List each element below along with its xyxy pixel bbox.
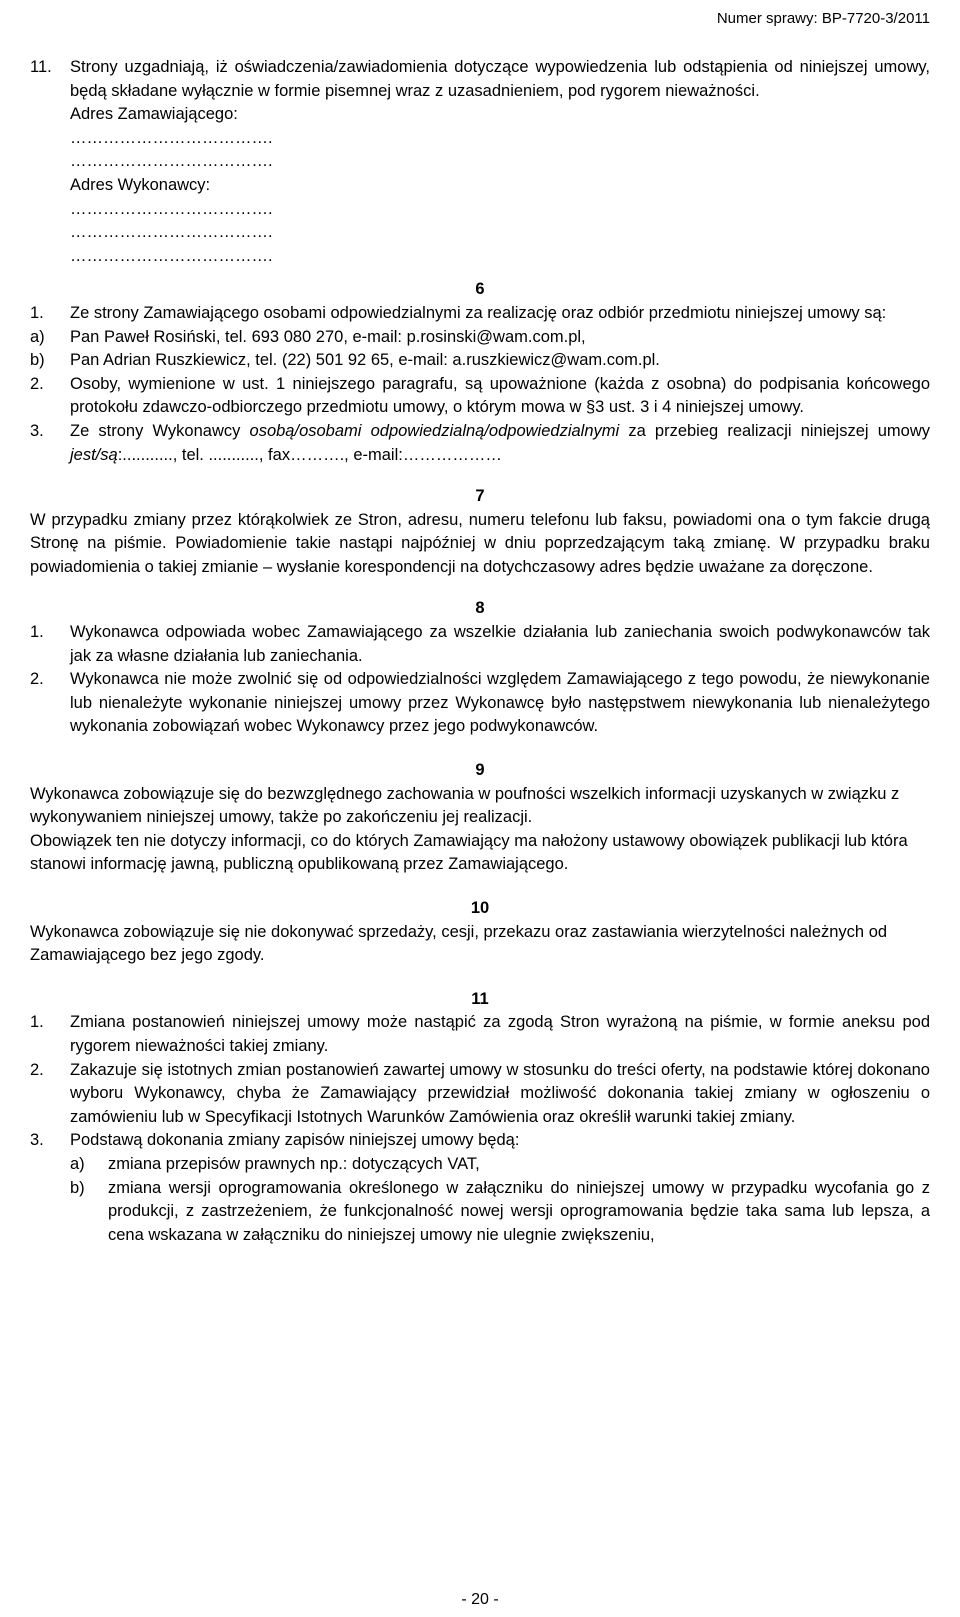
section-heading-6: 6	[475, 280, 485, 299]
paragraph: Wykonawca zobowiązuje się nie dokonywać sprzedaży, cesji, przekazu oraz zastawiania wierzytelności należnych od Zamawiającego bez jego zgody.	[30, 922, 888, 965]
list-item: 1. Ze strony Zamawiającego osobami odpowiedzialnymi za realizację oraz odbiór przedmiotu niniejszej umowy są:	[30, 303, 887, 322]
page-number: - 20 -	[461, 1591, 499, 1608]
list-item: 3. Ze strony Wykonawcy osobą/osobami odpowiedzialną/odpowiedzialnymi za przebieg realizacji niniejszej umowy jest/są:..........., tel. ..........., fax………., e-mail:………………	[30, 421, 930, 464]
section-heading-10: 10	[470, 899, 490, 917]
list-item: 1. Zmiana postanowień niniejszej umowy może nastąpić za zgodą Stron wyrażoną na piśmie, w formie aneksu pod rygorem nieważności takiej zmiany.	[30, 1013, 930, 1055]
sub-item: b) zmiana wersji oprogramowania określonego w załączniku do niniejszej umowy w przypadku wycofania go z produkcji, z zastrzeżeniem, że funkcjonalność nowej wersji oprogramowania będzie taka sama lub lepsza, a cena wskazana w załączniku do niniejszej umowy nie ulegnie zwiększeniu,	[70, 1178, 930, 1244]
clause-11	[30, 56, 930, 103]
addresses	[30, 103, 930, 268]
section-heading-11: 11	[471, 989, 489, 1008]
case-number: Numer sprawy: BP-7720-3/2011	[716, 10, 930, 27]
sub-item: a) Pan Paweł Rosiński, tel. 693 080 270, e-mail: p.rosinski@wam.com.pl,	[30, 327, 586, 346]
address-line: ……………………………….	[70, 223, 273, 242]
address-line: ……………………………….	[70, 246, 273, 265]
section-heading-9: 9	[475, 761, 485, 780]
address-line: ……………………………….	[70, 199, 273, 218]
list-item: 1. Wykonawca odpowiada wobec Zamawiającego za wszelkie działania lub zaniechania swoich podwykonawców tak jak za własne działania lub zaniechania.	[30, 623, 930, 665]
clause-number: 11.	[30, 58, 52, 76]
list-item: 2. Osoby, wymienione w ust. 1 niniejszego paragrafu, są upoważnione (każda z osobna) do podpisania końcowego protokołu zdawczo-odbiorczego przedmiotu umowy, o którym mowa w §3 ust. 3 i 4 niniejszej umowy.	[30, 374, 930, 417]
address-zamawiajacy-label: Adres Zamawiającego:	[70, 105, 238, 124]
list-item: 2. Zakazuje się istotnych zmian postanowień zawartej umowy w stosunku do treści oferty, na podstawie której dokonano wyboru Wykonawcy, chyba że Zamawiający przewidział możliwość dokonania takiej zmiany w ogłoszeniu o zamówieniu lub w Specyfikacji Istotnych Warunków Zamówienia oraz określił warunki takiej zmiany.	[30, 1060, 930, 1126]
address-line: ……………………………….	[70, 152, 273, 171]
section-heading-8: 8	[475, 599, 485, 618]
clause-text: Strony uzgadniają, iż oświadczenia/zawiadomienia dotyczące wypowiedzenia lub odstąpienia od niniejszej umowy, będą składane wyłącznie w formie pisemnej wraz z uzasadnieniem, pod rygorem nieważności.	[70, 58, 930, 100]
sub-item: b) Pan Adrian Ruszkiewicz, tel. (22) 501 92 65, e-mail: a.ruszkiewicz@wam.com.pl.	[30, 351, 660, 370]
list-item: 3. Podstawą dokonania zmiany zapisów niniejszej umowy będą:	[30, 1131, 520, 1150]
paragraph: Wykonawca zobowiązuje się do bezwzględnego zachowania w poufności wszelkich informacji uzyskanych w związku z wykonywaniem niniejszej umowy, także po zakończeniu jej realizacji.	[30, 784, 900, 827]
paragraph: Obowiązek ten nie dotyczy informacji, co do których Zamawiający ma nałożony ustawowy obowiązek publikacji lub która stanowi informację jawną, publiczną opublikowaną przez Zamawiającego.	[30, 831, 908, 874]
address-wykonawca-label: Adres Wykonawcy:	[70, 175, 211, 194]
address-line: ……………………………….	[70, 128, 273, 147]
list-item: 2. Wykonawca nie może zwolnić się od odpowiedzialności względem Zamawiającego z tego powodu, że niewykonanie lub nienależyte wykonanie niniejszej umowy przez Wykonawcę było następstwem niewykonania lub nienależytego wykonania zobowiązań wobec Wykonawcy przez jego podwykonawców.	[30, 670, 930, 736]
document-body	[30, 56, 930, 1247]
sub-item: a) zmiana przepisów prawnych np.: dotyczących VAT,	[70, 1154, 480, 1173]
paragraph: W przypadku zmiany przez którąkolwiek ze Stron, adresu, numeru telefonu lub faksu, powiadomi ona o tym fakcie drugą Stronę na piśmie. Powiadomienie takie nastąpi najpóźniej w dniu poprzedzającym taką zmianę. W przypadku braku powiadomienia o takiej zmianie – wysłanie korespondencji na dotychczasowy adres będzie uważane za doręczone.	[30, 510, 930, 576]
section-heading-7: 7	[475, 487, 485, 506]
